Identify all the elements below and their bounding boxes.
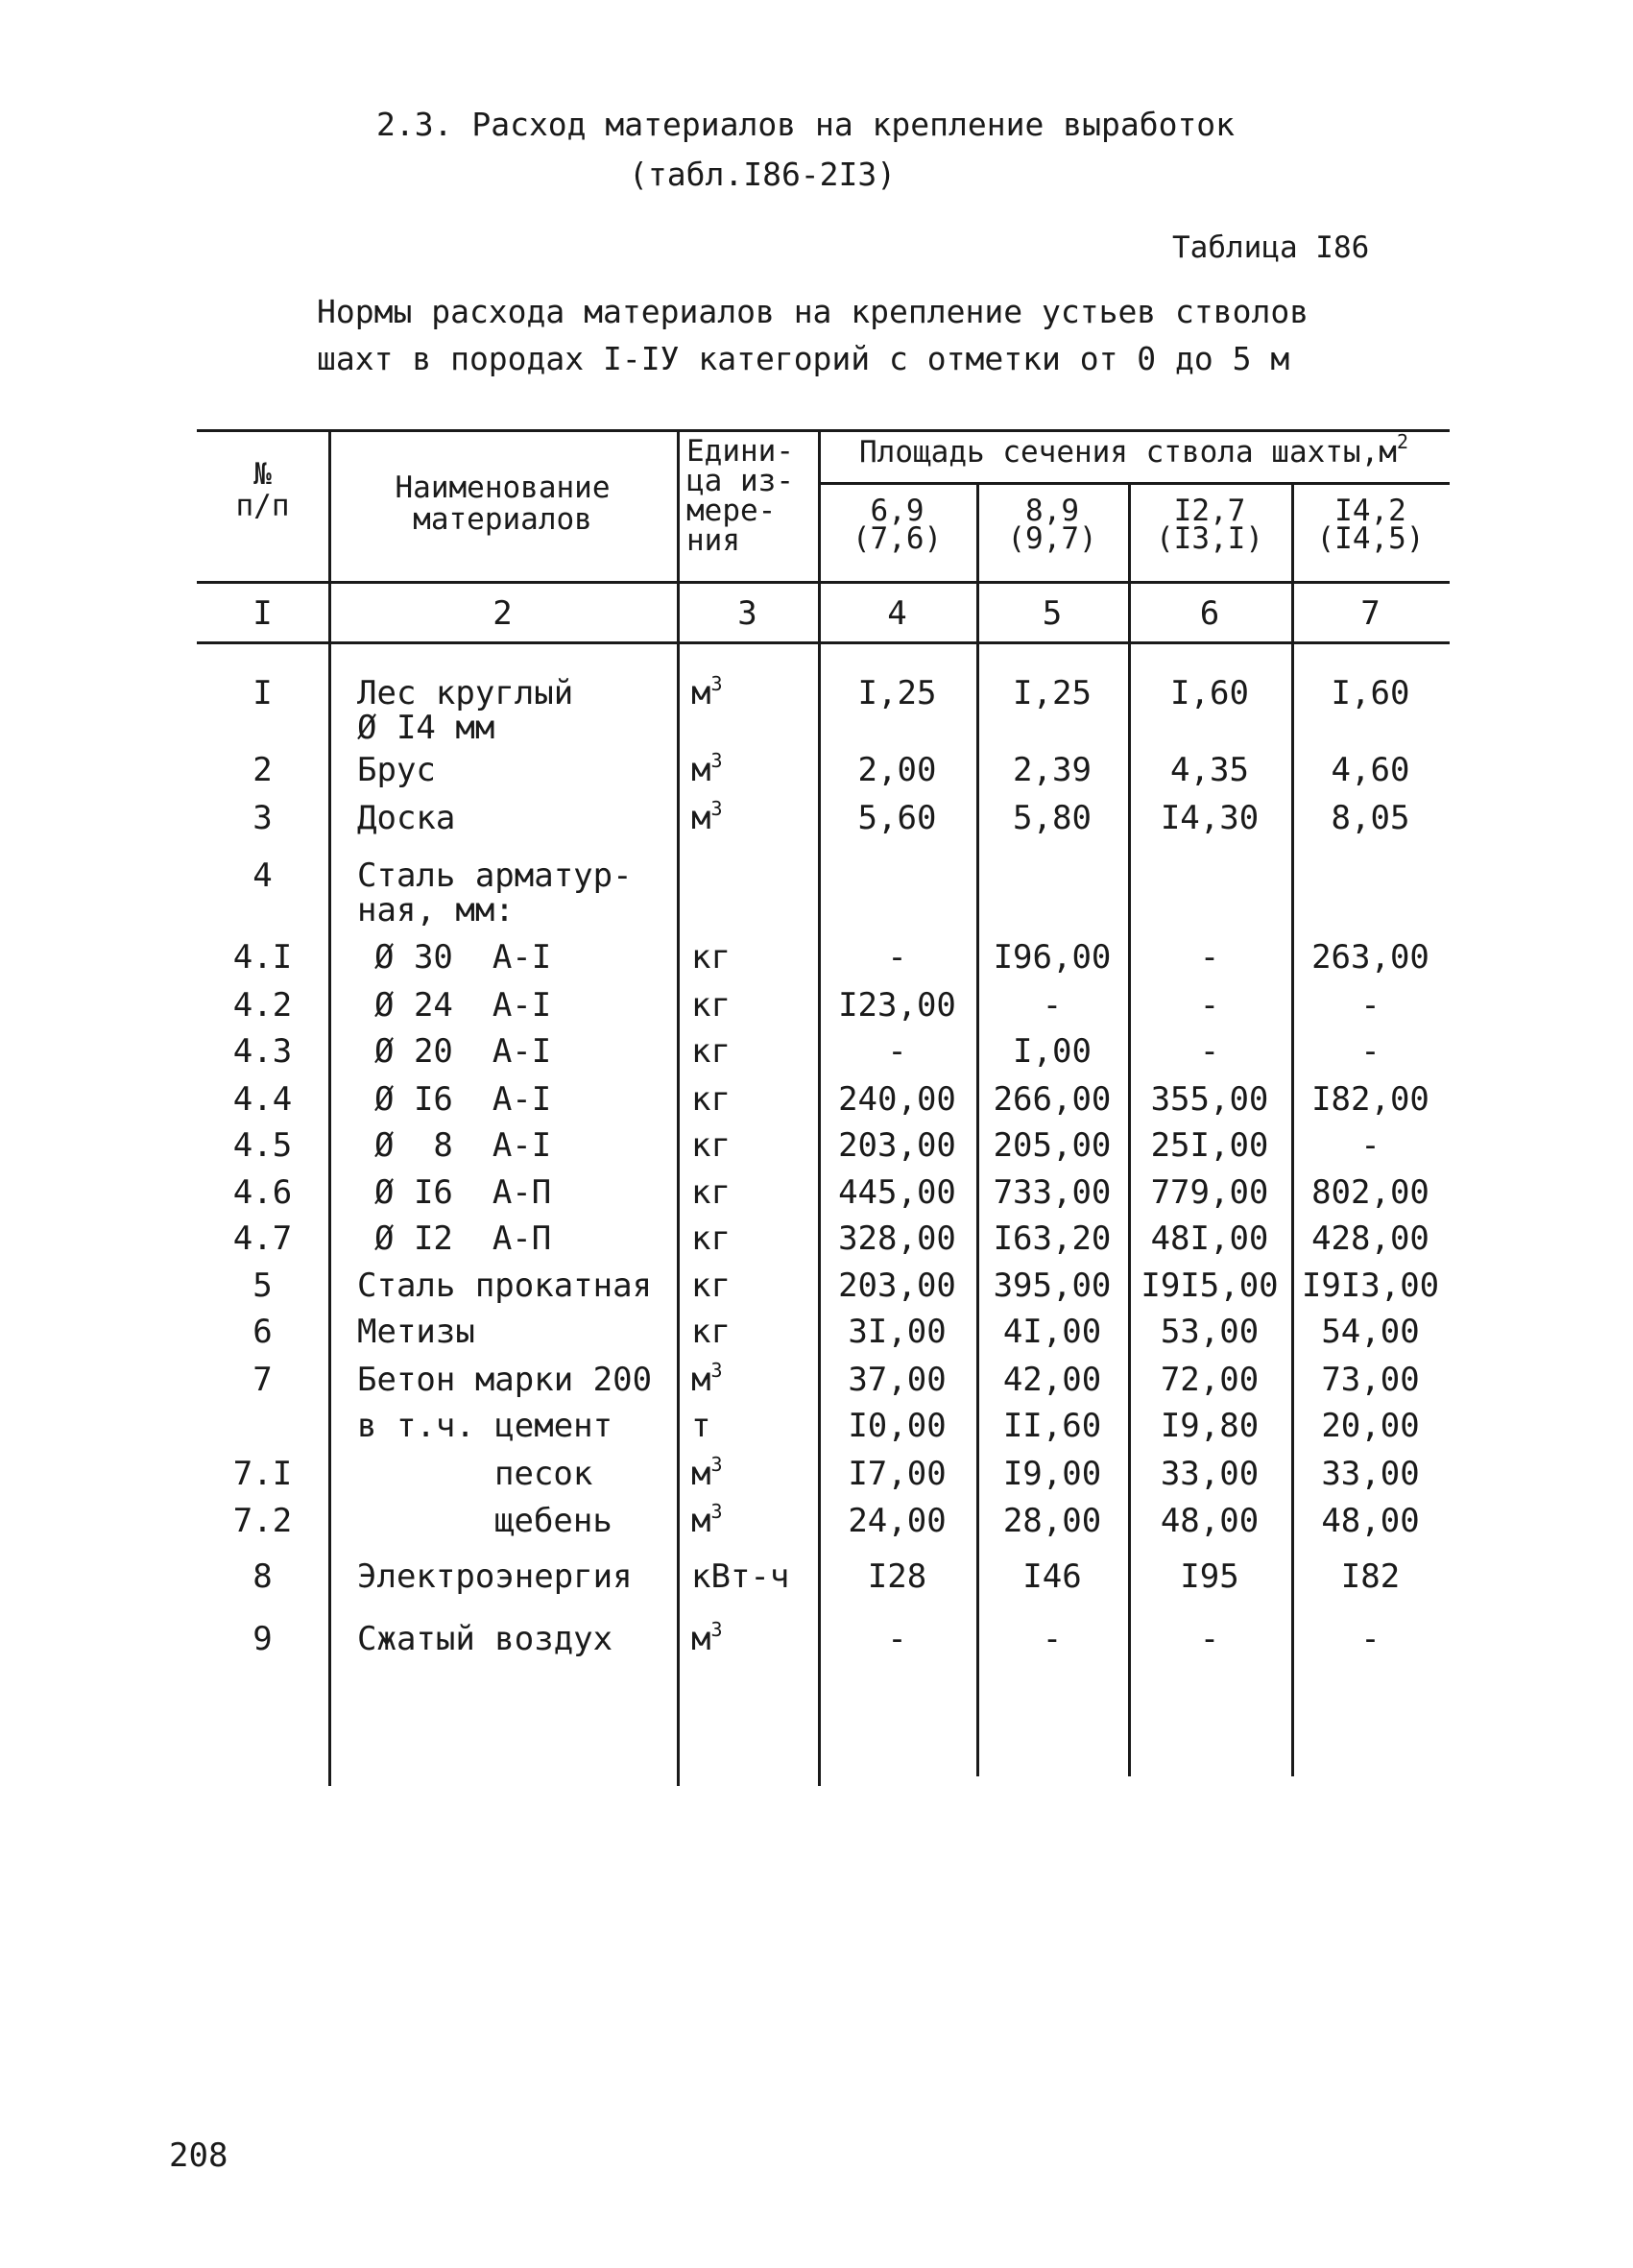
- row-number: 7.I: [232, 1455, 293, 1493]
- value-cell: 203,00: [838, 1126, 956, 1165]
- row-number: 4.2: [232, 986, 293, 1025]
- material-name: Электроэнергия: [357, 1557, 633, 1596]
- value-cell: 733,00: [993, 1173, 1112, 1212]
- value-cell: -: [887, 938, 907, 977]
- material-name: Ø I2 А-П: [374, 1219, 552, 1258]
- row-number: 5: [252, 1267, 273, 1305]
- value-cell: -: [1360, 1126, 1381, 1165]
- material-name: Сталь прокатная: [357, 1267, 653, 1305]
- row-number: 2: [252, 751, 273, 789]
- unit: кг: [691, 1126, 731, 1165]
- value-cell: -: [1042, 1620, 1063, 1658]
- col-number: 6: [1199, 594, 1220, 633]
- row-number: 7.2: [232, 1502, 293, 1540]
- value-cell: I,60: [1331, 674, 1410, 712]
- value-cell: I0,00: [848, 1407, 947, 1445]
- col-number-rule: [197, 641, 1450, 644]
- value-cell: I96,00: [993, 938, 1112, 977]
- value-cell: 3I,00: [848, 1313, 947, 1351]
- value-cell: I28: [867, 1557, 927, 1596]
- value-cell: -: [887, 1032, 907, 1071]
- unit: кг: [691, 1080, 731, 1119]
- value-cell: I95: [1180, 1557, 1239, 1596]
- col-number: 4: [887, 594, 907, 633]
- value-cell: 4,35: [1170, 751, 1249, 789]
- value-cell: 53,00: [1160, 1313, 1260, 1351]
- material-name-cont: Ø I4 мм: [357, 709, 495, 747]
- row-number: 7: [252, 1361, 273, 1399]
- value-cell: I82,00: [1311, 1080, 1429, 1119]
- row-number: I: [252, 674, 273, 712]
- value-cell: -: [887, 1620, 907, 1658]
- value-cell: I,60: [1170, 674, 1249, 712]
- value-cell: 779,00: [1150, 1173, 1269, 1212]
- value-cell: 5,60: [857, 799, 937, 837]
- unit: кг: [691, 1173, 731, 1212]
- material-name: Сжатый воздух: [357, 1620, 613, 1658]
- row-number: 9: [252, 1620, 273, 1658]
- col-divider: [328, 429, 331, 1786]
- col-divider: [677, 429, 680, 1786]
- unit: $м^3$: [691, 749, 723, 789]
- value-cell: I9,00: [1002, 1455, 1102, 1493]
- value-cell: 33,00: [1160, 1455, 1260, 1493]
- unit: $м^3$: [691, 1500, 723, 1540]
- header-num: № п/п: [235, 457, 290, 523]
- value-cell: I7,00: [848, 1455, 947, 1493]
- material-name: Ø 8 А-I: [374, 1126, 552, 1165]
- value-cell: 24,00: [848, 1502, 947, 1540]
- value-cell: 263,00: [1311, 938, 1429, 977]
- col-number: 3: [737, 594, 757, 633]
- unit: $м^3$: [691, 1618, 723, 1658]
- unit: кг: [691, 986, 731, 1025]
- header-size: 8,9 (9,7): [1007, 494, 1097, 557]
- value-cell: I63,20: [993, 1219, 1112, 1258]
- unit: кг: [691, 1219, 731, 1258]
- value-cell: 28,00: [1002, 1502, 1102, 1540]
- col-number: 7: [1360, 594, 1381, 633]
- value-cell: 73,00: [1321, 1361, 1420, 1399]
- unit: $м^3$: [691, 1359, 723, 1399]
- table-caption: Таблица I86: [1172, 230, 1370, 265]
- unit: кг: [691, 1313, 731, 1351]
- header-area: Площадь сечения ствола $шахты,м^2$: [859, 430, 1408, 470]
- value-cell: -: [1199, 986, 1220, 1025]
- unit: кг: [691, 1032, 731, 1071]
- table-title-line2: шахт в породах I-IУ категорий с отметки от 0 до 5 м: [317, 340, 1290, 377]
- value-cell: II,60: [1002, 1407, 1102, 1445]
- material-name-cont: ная, мм:: [357, 891, 515, 929]
- value-cell: 48,00: [1160, 1502, 1260, 1540]
- row-number: 6: [252, 1313, 273, 1351]
- table-title-line1: Нормы расхода материалов на крепление устьев стволов: [317, 293, 1309, 330]
- material-name: Ø 24 А-I: [374, 986, 552, 1025]
- value-cell: -: [1360, 1620, 1381, 1658]
- value-cell: I9I5,00: [1141, 1267, 1279, 1305]
- row-number: 4.6: [232, 1173, 293, 1212]
- row-number: 4.5: [232, 1126, 293, 1165]
- table-top-rule: [197, 429, 1450, 432]
- row-number: 4: [252, 857, 273, 895]
- col-number: 5: [1042, 594, 1063, 633]
- value-cell: I9,80: [1160, 1407, 1260, 1445]
- header-size: I2,7 (I3,I): [1156, 494, 1263, 557]
- area-header-rule: [818, 482, 1450, 485]
- page-number: 208: [169, 2136, 228, 2175]
- material-name: в т.ч. цемент: [357, 1407, 613, 1445]
- value-cell: 266,00: [993, 1080, 1112, 1119]
- material-name: песок: [494, 1455, 593, 1493]
- row-number: 4.7: [232, 1219, 293, 1258]
- value-cell: I4,30: [1160, 799, 1260, 837]
- value-cell: 5,80: [1013, 799, 1092, 837]
- value-cell: 54,00: [1321, 1313, 1420, 1351]
- value-cell: 2,39: [1013, 751, 1092, 789]
- value-cell: 428,00: [1311, 1219, 1429, 1258]
- material-name: Ø I6 А-I: [374, 1080, 552, 1119]
- material-name: Ø 20 А-I: [374, 1032, 552, 1071]
- value-cell: 48I,00: [1150, 1219, 1269, 1258]
- value-cell: I,25: [857, 674, 937, 712]
- material-name: Метизы: [357, 1313, 475, 1351]
- value-cell: 48,00: [1321, 1502, 1420, 1540]
- value-cell: 802,00: [1311, 1173, 1429, 1212]
- row-number: 3: [252, 799, 273, 837]
- value-cell: 203,00: [838, 1267, 956, 1305]
- value-cell: 33,00: [1321, 1455, 1420, 1493]
- material-name: щебень: [494, 1502, 612, 1540]
- unit: $м^3$: [691, 672, 723, 712]
- value-cell: 25I,00: [1150, 1126, 1269, 1165]
- value-cell: 4,60: [1331, 751, 1410, 789]
- value-cell: 37,00: [848, 1361, 947, 1399]
- value-cell: 205,00: [993, 1126, 1112, 1165]
- value-cell: -: [1199, 1620, 1220, 1658]
- material-name: Бетон марки 200: [357, 1361, 653, 1399]
- header-size: I4,2 (I4,5): [1316, 494, 1425, 557]
- unit: кг: [691, 1267, 731, 1305]
- row-number: 4.3: [232, 1032, 293, 1071]
- header-size: 6,9 (7,6): [852, 494, 943, 557]
- value-cell: -: [1199, 938, 1220, 977]
- value-cell: I,25: [1013, 674, 1092, 712]
- value-cell: I23,00: [838, 986, 956, 1025]
- header-bottom-rule: [197, 581, 1450, 584]
- material-name: Ø I6 А-П: [374, 1173, 552, 1212]
- row-number: 4.4: [232, 1080, 293, 1119]
- value-cell: -: [1360, 986, 1381, 1025]
- material-name: Сталь арматур-: [357, 857, 633, 895]
- value-cell: 445,00: [838, 1173, 956, 1212]
- unit: т: [691, 1407, 711, 1445]
- value-cell: -: [1042, 986, 1063, 1025]
- unit: кг: [691, 938, 731, 977]
- value-cell: 8,05: [1331, 799, 1410, 837]
- section-heading-line1: 2.3. Расход материалов на крепление выработок: [376, 106, 1236, 143]
- unit: кВт-ч: [691, 1557, 790, 1596]
- value-cell: 240,00: [838, 1080, 956, 1119]
- value-cell: I82: [1340, 1557, 1401, 1596]
- material-name: Брус: [357, 751, 436, 789]
- row-number: 4.I: [232, 938, 293, 977]
- value-cell: 2,00: [857, 751, 937, 789]
- value-cell: 4I,00: [1002, 1313, 1102, 1351]
- material-name: Лес круглый: [357, 674, 574, 712]
- section-heading-line2: (табл.I86-2I3): [629, 156, 897, 193]
- value-cell: -: [1199, 1032, 1220, 1071]
- value-cell: 328,00: [838, 1219, 956, 1258]
- value-cell: 72,00: [1160, 1361, 1260, 1399]
- value-cell: 42,00: [1002, 1361, 1102, 1399]
- col-number: I: [252, 594, 273, 633]
- value-cell: 395,00: [993, 1267, 1112, 1305]
- value-cell: I9I3,00: [1301, 1267, 1440, 1305]
- material-name: Доска: [357, 799, 456, 837]
- value-cell: I,00: [1013, 1032, 1092, 1071]
- header-name: Наименование материалов: [395, 470, 611, 537]
- value-cell: 20,00: [1321, 1407, 1420, 1445]
- unit: $м^3$: [691, 1453, 723, 1493]
- col-number: 2: [492, 594, 513, 633]
- material-name: Ø 30 А-I: [374, 938, 552, 977]
- value-cell: I46: [1022, 1557, 1082, 1596]
- unit: $м^3$: [691, 797, 723, 837]
- value-cell: 355,00: [1150, 1080, 1269, 1119]
- row-number: 8: [252, 1557, 273, 1596]
- header-unit: Едини- ца из- мере- ния: [686, 434, 794, 558]
- value-cell: -: [1360, 1032, 1381, 1071]
